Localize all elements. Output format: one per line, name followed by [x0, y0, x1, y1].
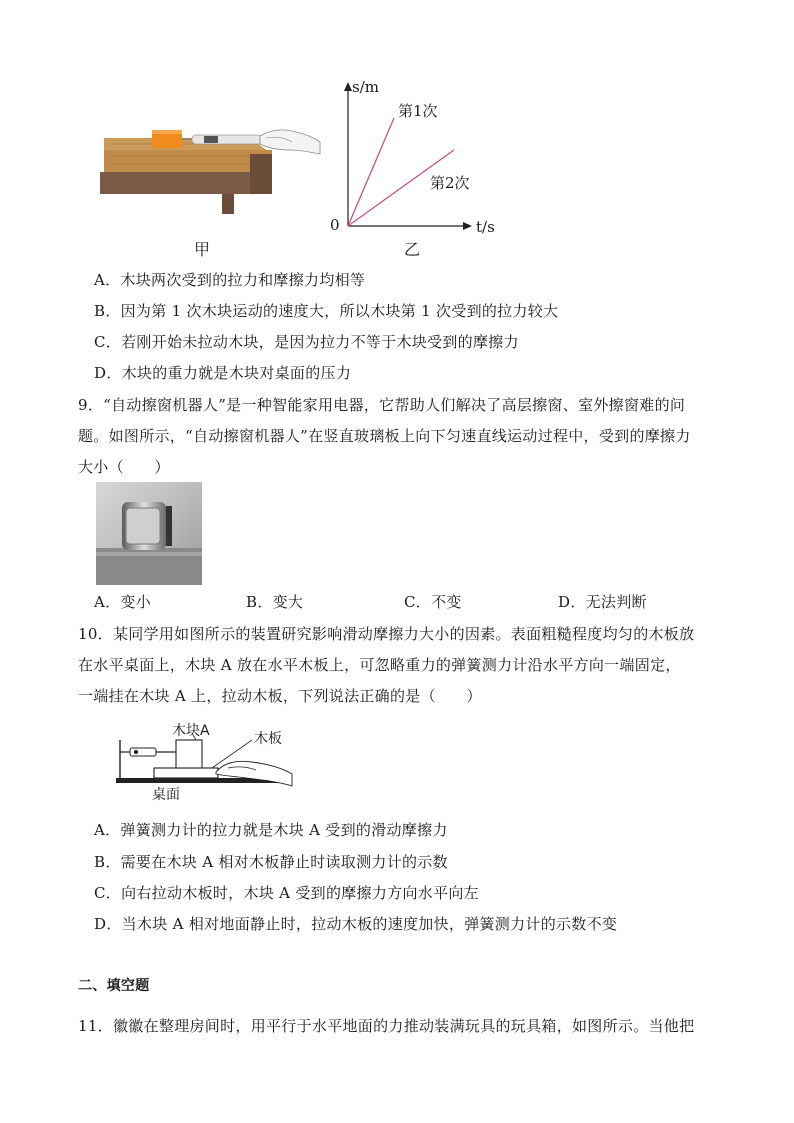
q8-option-a[interactable]: A．木块两次受到的拉力和摩擦力均相等 — [94, 271, 366, 289]
q10-option-d[interactable]: D．当木块 A 相对地面静止时，拉动木板的速度加快，弹簧测力计的示数不变 — [94, 915, 618, 933]
q9-option-d[interactable]: D．无法判断 — [558, 593, 647, 611]
table-label: 桌面 — [152, 787, 180, 803]
block-a-label: 木块A — [172, 723, 210, 739]
line2-label: 第2次 — [430, 174, 470, 192]
q10-option-a[interactable]: A．弹簧测力计的拉力就是木块 A 受到的滑动摩擦力 — [94, 821, 448, 839]
q9-option-c[interactable]: C．不变 — [404, 593, 462, 611]
figure-8-graph — [322, 74, 502, 244]
y-axis-label: s/m — [352, 78, 379, 96]
board-label: 木板 — [254, 731, 282, 747]
figure-caption-jia: 甲 — [194, 240, 211, 259]
q11-stem-line-1: 11．徽徽在整理房间时，用平行于水平地面的力推动装满玩具的玩具箱，如图所示。当他把 — [78, 1017, 695, 1035]
figure-caption-yi: 乙 — [404, 240, 421, 259]
section-heading-fill-in: 二、填空题 — [78, 978, 150, 994]
q8-option-b[interactable]: B．因为第 1 次木块运动的速度大，所以木块第 1 次受到的拉力较大 — [94, 302, 559, 320]
y-axis-arrow — [344, 82, 352, 91]
q10-stem-line-2: 在水平桌面上，木块 A 放在水平木板上，可忽略重力的弹簧测力计沿水平方向一端固定， — [78, 656, 681, 674]
q10-option-b[interactable]: B．需要在木块 A 相对木板静止时读取测力计的示数 — [94, 853, 448, 871]
window-robot-photo — [96, 482, 202, 585]
block-a — [176, 740, 202, 768]
q9-stem-line-1: 9．“自动擦窗机器人”是一种智能家用电器，它帮助人们解决了高层擦窗、室外擦窗难的问 — [78, 396, 686, 414]
q8-option-c[interactable]: C．若刚开始未拉动木块，是因为拉力不等于木块受到的摩擦力 — [94, 333, 519, 351]
x-axis-arrow — [463, 222, 472, 230]
spring-scale-icon — [130, 748, 156, 756]
x-axis-label: t/s — [476, 218, 495, 236]
origin-label: 0 — [330, 216, 340, 234]
q10-stem-line-3: 一端挂在木块 A 上，拉动木板，下列说法正确的是（ ） — [78, 687, 482, 705]
q8-option-d[interactable]: D．木块的重力就是木块对桌面的压力 — [94, 364, 352, 382]
figure-8-photo — [100, 124, 322, 216]
table-photo-illustration — [100, 124, 322, 216]
q9-stem-line-2: 题。如图所示，“自动擦窗机器人”在竖直玻璃板上向下匀速直线运动过程中，受到的摩擦力 — [78, 427, 691, 445]
q10-stem-line-1: 10．某同学用如图所示的装置研究影响滑动摩擦力大小的因素。表面粗糙程度均匀的木板放 — [78, 625, 695, 643]
q10-option-c[interactable]: C．向右拉动木板时，木块 A 受到的摩擦力方向水平向左 — [94, 884, 479, 902]
line1-label: 第1次 — [398, 102, 438, 120]
q9-stem-line-3: 大小（ ） — [78, 458, 170, 476]
q9-option-a[interactable]: A．变小 — [94, 593, 152, 611]
wooden-board — [154, 768, 218, 778]
q10-apparatus-figure — [112, 716, 302, 804]
q9-option-b[interactable]: B．变大 — [246, 593, 304, 611]
